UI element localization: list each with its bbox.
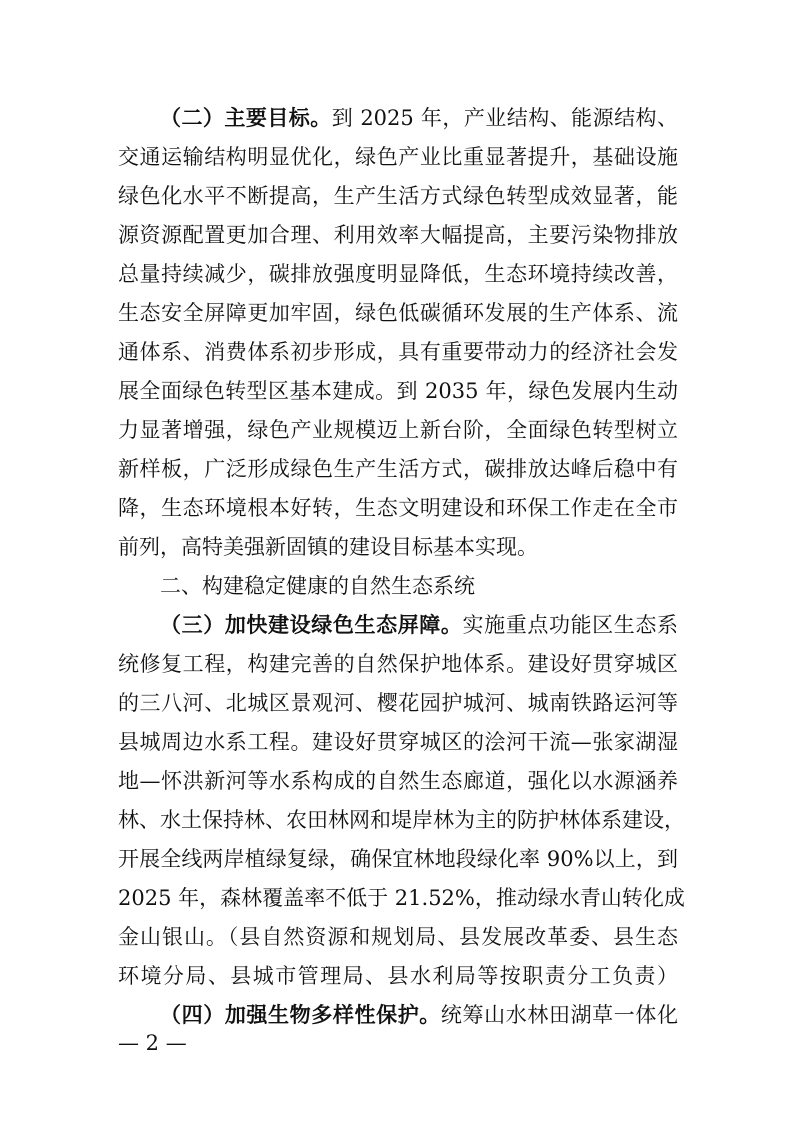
paragraph-text: 实施重点功能区生态系	[462, 613, 679, 637]
paragraph-line: 降，生态环境根本好转，生态文明建设和环保工作走在全市	[118, 496, 678, 520]
paragraph-text: 统筹山水林田湖草一体化	[440, 1003, 679, 1027]
paragraph-line: 总量持续减少，碳排放强度明显降低，生态环境持续改善，	[118, 262, 678, 286]
paragraph-line: 通体系、消费体系初步形成，具有重要带动力的经济社会发	[118, 340, 678, 364]
paragraph-line: 统修复工程，构建完善的自然保护地体系。建设好贯穿城区	[118, 652, 678, 676]
paragraph-line: 绿色化水平不断提高，生产生活方式绿色转型成效显著，能	[118, 184, 678, 208]
paragraph-heading: （二）主要目标。	[160, 105, 332, 130]
section-title: 二、构建稳定健康的自然生态系统	[160, 574, 475, 598]
paragraph-line: 环境分局、县城市管理局、县水利局等按职责分工负责）	[118, 964, 678, 988]
paragraph-line: 的三八河、北城区景观河、樱花园护城河、城南铁路运河等	[118, 691, 678, 715]
paragraph-line: 新样板，广泛形成绿色生产生活方式，碳排放达峰后稳中有	[118, 457, 678, 481]
paragraph-line	[160, 997, 678, 1033]
paragraph-line	[160, 100, 678, 136]
paragraph-line: 县城周边水系工程。建设好贯穿城区的浍河干流—张家湖湿	[118, 730, 678, 754]
paragraph-line: 展全面绿色转型区基本建成。到 2035 年，绿色发展内生动	[118, 379, 678, 403]
paragraph-line: 源资源配置更加合理、利用效率大幅提高，主要污染物排放	[118, 223, 678, 247]
paragraph-line: 力显著增强，绿色产业规模迈上新台阶，全面绿色转型树立	[118, 418, 678, 442]
page-number: — 2 —	[118, 1031, 187, 1055]
paragraph-line: 地—怀洪新河等水系构成的自然生态廊道，强化以水源涵养	[118, 769, 678, 793]
paragraph-text: 到 2025 年，产业结构、能源结构、	[331, 106, 679, 130]
paragraph-heading: （三）加快建设绿色生态屏障。	[160, 612, 463, 637]
paragraph-line: 林、水土保持林、农田林网和堤岸林为主的防护林体系建设，	[118, 808, 685, 832]
paragraph-line: 前列，高特美强新固镇的建设目标基本实现。	[118, 535, 538, 559]
paragraph-line: 开展全线两岸植绿复绿，确保宜林地段绿化率 90%以上，到	[118, 847, 678, 871]
paragraph-heading: （四）加强生物多样性保护。	[160, 1002, 441, 1027]
paragraph-line	[160, 607, 678, 643]
paragraph-line: 生态安全屏障更加牢固，绿色低碳循环发展的生产体系、流	[118, 301, 678, 325]
paragraph-line: 2025 年，森林覆盖率不低于 21.52%，推动绿水青山转化成	[118, 886, 685, 910]
paragraph-line: 金山银山。（县自然资源和规划局、县发展改革委、县生态	[118, 925, 678, 949]
paragraph-line: 交通运输结构明显优化，绿色产业比重显著提升，基础设施	[118, 145, 678, 169]
